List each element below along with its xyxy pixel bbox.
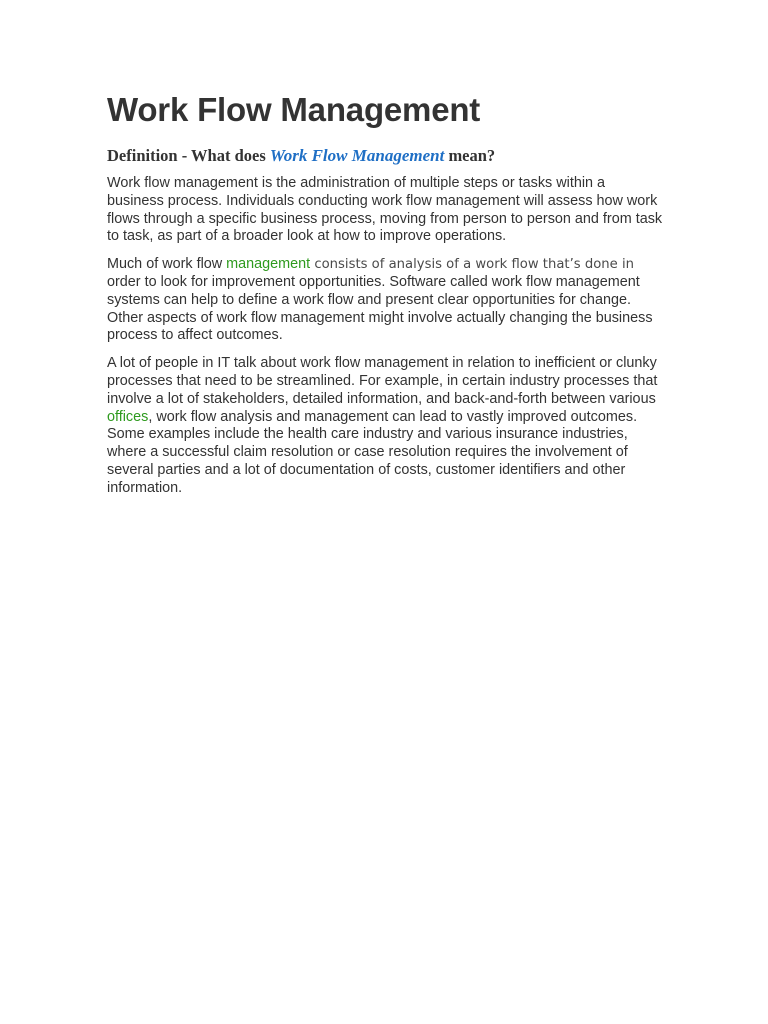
- offices-link[interactable]: offices: [107, 408, 149, 425]
- paragraph-2-before: Much of work flow: [107, 256, 227, 273]
- definition-term-link[interactable]: Work Flow Management: [269, 146, 445, 165]
- page-title: Work Flow Management: [107, 91, 481, 128]
- paragraph-2-after: order to look for improvement opportunities. Software called work flow management systems can help to define a work flow and present clear opportunities for change. Other aspects of work flow management might involve actually changing the business process to affect outcomes.: [107, 273, 653, 344]
- management-link[interactable]: management: [226, 256, 311, 273]
- paragraph-2-middle: consists of analysis of a work flow that’s done in: [310, 257, 634, 273]
- paragraph-2: [107, 256, 663, 345]
- document-page: [107, 88, 663, 508]
- definition-suffix: mean?: [444, 146, 496, 165]
- paragraph-3-before: A lot of people in IT talk about work flow management in relation to inefficient or clunky processes that need to be streamlined. For example, in certain industry processes that involve a lot of stakeholders, detailed information, and back-and-forth between various: [107, 355, 658, 407]
- paragraph-3-after: , work flow analysis and management can lead to vastly improved outcomes. Some examples include the health care industry and various insurance industries, where a successful claim resolution or case resolution requires the involvement of several parties and a lot of documentation of costs, customer identifiers and other information.: [107, 408, 638, 496]
- definition-heading: [107, 146, 663, 166]
- paragraph-1: Work flow management is the administration of multiple steps or tasks within a business process. Individuals conducting work flow management will assess how work flows through a specific business process, moving from person to person and from task to task, as part of a broader look at how to improve operations.: [107, 175, 663, 245]
- definition-prefix: Definition - What does: [107, 146, 270, 165]
- paragraph-3: [107, 355, 663, 497]
